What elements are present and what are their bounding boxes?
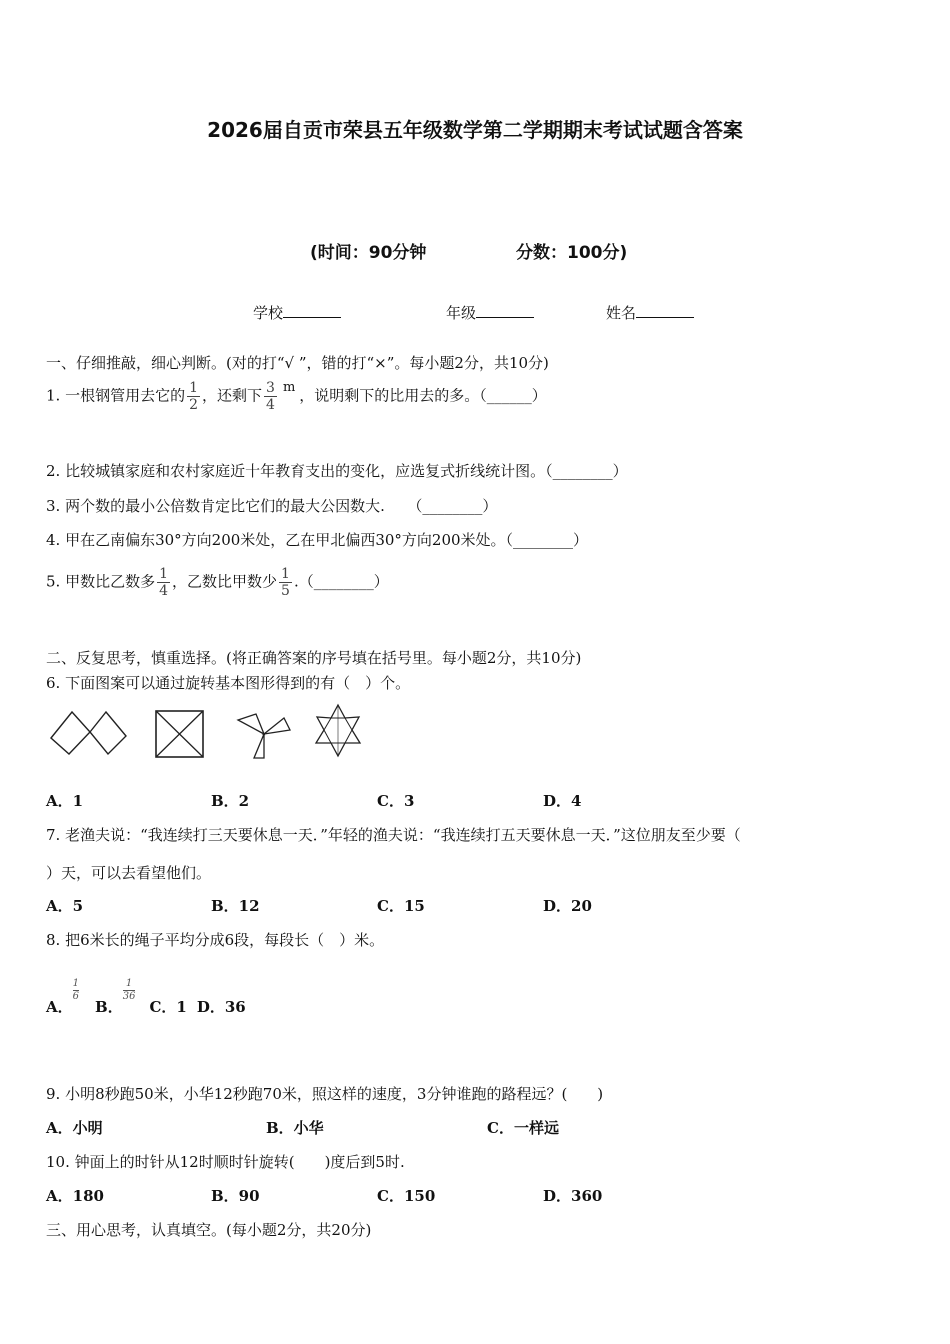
q7-number: 7.: [46, 826, 61, 844]
q1-number: 1.: [46, 386, 61, 405]
grade-label: 年级: [446, 304, 477, 322]
q5-text-1: 甲数比乙数多: [65, 572, 156, 591]
q7-text-line1: 老渔夫说：“我连续打三天要休息一天．”年轻的渔夫说：“我连续打五天要休息一天．”这位朋友至少要（: [65, 826, 741, 844]
figure-square-diagonals: [153, 708, 207, 760]
q10-option-d[interactable]: D．360: [543, 1187, 603, 1205]
q8-option-a[interactable]: A．: [46, 998, 73, 1016]
q10-option-c[interactable]: C．150: [377, 1187, 436, 1205]
question-8: [46, 929, 384, 950]
q9-text: 小明8秒跑50米，小华12秒跑70米，照这样的速度，3分钟谁跑的路程远？( ): [65, 1085, 604, 1103]
grade-blank: [476, 303, 534, 318]
q6-number: 6.: [46, 674, 61, 692]
q8-option-c[interactable]: C．1: [149, 998, 187, 1016]
q10-text: 钟面上的时针从12时顺时针旋转( )度后到5时.: [74, 1153, 405, 1171]
q6-text: 下面图案可以通过旋转基本图形得到的有（ ）个。: [65, 674, 411, 692]
name-label: 姓名: [606, 304, 637, 322]
q7-option-c[interactable]: C．15: [377, 897, 425, 915]
time-label: (时间：90分钟: [310, 243, 427, 263]
section3-heading: 三、用心思考，认真填空。(每小题2分，共20分): [46, 1221, 372, 1239]
q8-number: 8.: [46, 931, 61, 949]
question-5: [46, 566, 389, 599]
grade-field: [446, 302, 534, 323]
name-field: [606, 302, 694, 323]
school-blank: [283, 303, 341, 318]
q4-text: 甲在乙南偏东30°方向200米处，乙在甲北偏西30°方向200米处。（________）: [65, 531, 589, 549]
q8-text: 把6米长的绳子平均分成6段，每段长（ ）米。: [65, 931, 385, 949]
q1-text-1: 一根钢管用去它的: [65, 386, 186, 405]
q6-option-d[interactable]: D．4: [543, 792, 582, 810]
q7-option-d[interactable]: D．20: [543, 897, 592, 915]
question-9: [46, 1083, 603, 1104]
q5-fraction-1: $\frac{1}{4}$: [159, 566, 169, 599]
question-7: [46, 824, 741, 845]
q8-option-d[interactable]: D．36: [196, 998, 246, 1016]
question-4: [46, 529, 588, 550]
question-1: [46, 380, 547, 413]
q1-text-2: ，还剩下: [202, 386, 263, 405]
q1-text-3: ，说明剩下的比用去的多。（______）: [299, 386, 547, 405]
page-title: 2026届自贡市荣县五年级数学第二学期期末考试试题含答案: [207, 118, 743, 142]
question-2: [46, 460, 628, 481]
q5-text-3: .（________）: [293, 572, 389, 591]
q4-number: 4.: [46, 531, 61, 549]
figure-two-squares: [48, 706, 128, 756]
school-field: [253, 302, 341, 323]
q8-options: [46, 978, 246, 1021]
q1-fraction-1: $\frac{1}{2}$: [189, 380, 199, 413]
q7-option-b[interactable]: B．12: [211, 897, 260, 915]
q10-option-b[interactable]: B．90: [211, 1187, 260, 1205]
q6-option-b[interactable]: B．2: [211, 792, 250, 810]
q8-fraction-a: $\frac{1}{6}$: [72, 978, 80, 1002]
q8-fraction-b: $\frac{1}{36}$: [122, 978, 136, 1002]
q3-number: 3.: [46, 497, 61, 515]
q8-option-b[interactable]: B．: [95, 998, 123, 1016]
q5-number: 5.: [46, 572, 61, 591]
question-3: [46, 495, 497, 516]
score-label: 分数：100分): [516, 243, 628, 263]
q6-option-a[interactable]: A．1: [46, 792, 84, 810]
question-6: [46, 672, 410, 693]
section2-heading: 二、反复思考，慎重选择。(将正确答案的序号填在括号里。每小题2分，共10分): [46, 649, 582, 667]
q1-unit: m: [282, 379, 296, 395]
figure-pinwheel: [234, 710, 296, 762]
question-10: [46, 1151, 405, 1172]
q9-option-a[interactable]: A．小明: [46, 1119, 103, 1137]
q2-number: 2.: [46, 462, 61, 480]
q9-number: 9.: [46, 1085, 61, 1103]
q5-text-2: ，乙数比甲数少: [172, 572, 278, 591]
q9-option-c[interactable]: C．一样远: [487, 1119, 559, 1137]
q9-option-b[interactable]: B．小华: [266, 1119, 324, 1137]
q3-text: 两个数的最小公倍数肯定比它们的最大公因数大. （________）: [65, 497, 498, 515]
name-blank: [636, 303, 694, 318]
figure-six-point-star: [310, 703, 366, 759]
q1-fraction-2: $\frac{3}{4}$: [266, 380, 275, 413]
q2-text: 比较城镇家庭和农村家庭近十年教育支出的变化，应选复式折线统计图。（________）: [65, 462, 628, 480]
school-label: 学校: [253, 304, 284, 322]
section1-heading: 一、仔细推敲，细心判断。(对的打“√ ”，错的打“×”。每小题2分，共10分): [46, 354, 549, 372]
q6-option-c[interactable]: C．3: [377, 792, 415, 810]
q10-option-a[interactable]: A．180: [46, 1187, 104, 1205]
q7-option-a[interactable]: A．5: [46, 897, 84, 915]
q10-number: 10.: [46, 1153, 70, 1171]
q7-text-line2: ）天，可以去看望他们。: [46, 864, 212, 882]
q5-fraction-2: $\frac{1}{5}$: [281, 566, 290, 599]
